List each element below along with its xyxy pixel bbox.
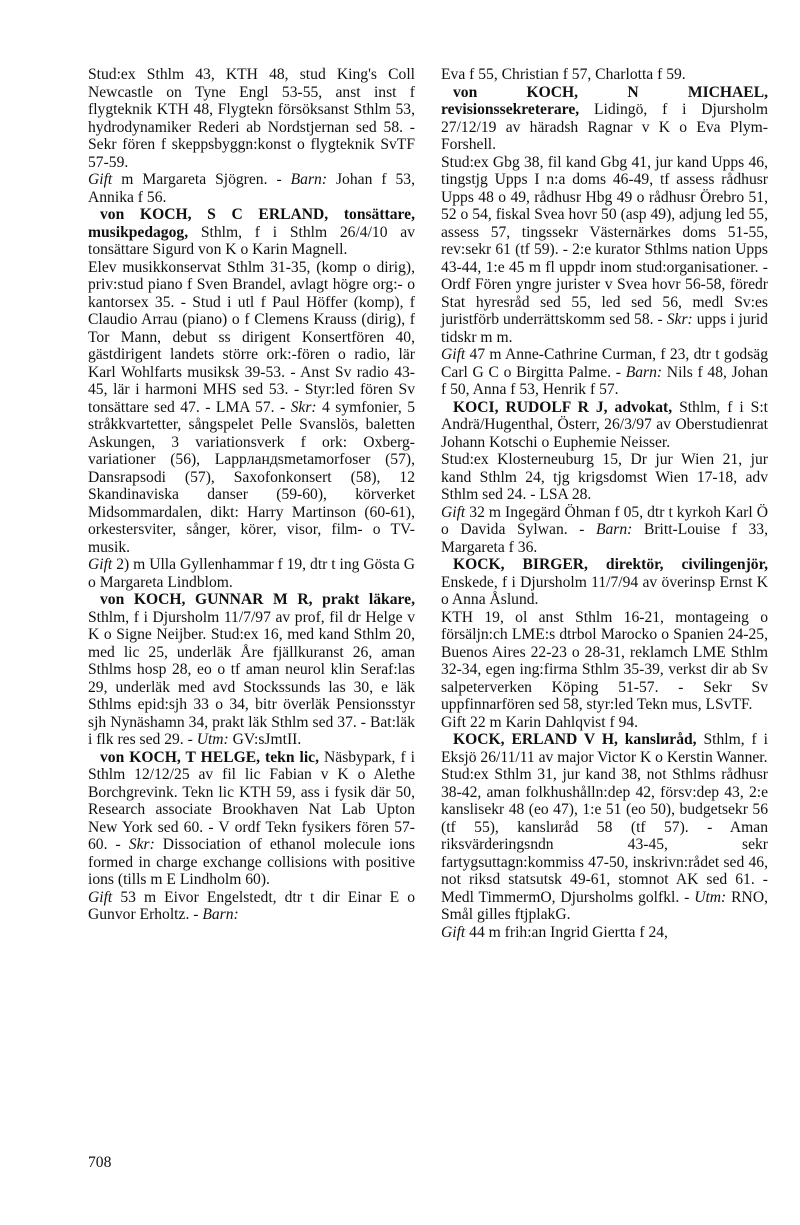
utm-label: Utm: (694, 888, 727, 906)
biography-entry (88, 591, 415, 749)
entry-headword: von KOCH, S C ERLAND, tonsättare, musikpedagog, (88, 206, 415, 241)
entry-marriage (441, 346, 768, 399)
biography-entry (441, 84, 768, 154)
entry-headword: KOCK, ERLAND V H, kanslиråd, (453, 731, 697, 748)
gift-label: Gift (88, 171, 113, 188)
biography-entry (441, 731, 768, 766)
entry-text: Sthlm, f i S:t Andrä/Hugenthal, Österr, 26/3/97 av Oberstudienrat Johann Kotschi o Euphemie Neisser. (441, 398, 769, 451)
utm-label: Utm: (196, 731, 229, 748)
children-text: Nils f 48, Johan f 50, Anna f 53, Henrik f 57. (441, 363, 768, 398)
children-text: Britt-Louise f 33, Margareta f 36. (441, 521, 768, 556)
skr-label: Skr: (290, 398, 317, 416)
writings-text: 4 symfonier, 5 stråkkvartetter, sångspelet Pelle Svanslös, baletten Askungen, 3 variationsverk f ork: Oxberg-variationer (56), Lappландsmetamorfoser (57), Dansrapsodi (57), Saxofonkonsert (58), 12 Skandinaviska danser (59-60), körverket Midsommardalen, dikt: Harry Martinson (60-61), orkestersviter, sånger, körer, visor, film- o TV-musik. (88, 398, 415, 556)
writings-text: Dissociation of ethanol molecule ions formed in charge exchange collisions with positive ions (tills m E Lindholm 60). (88, 836, 415, 888)
barn-label: Barn: (202, 906, 239, 923)
entry-headword: KOCK, BIRGER, direktör, civilingenjör, (453, 556, 768, 573)
barn-label: Barn: (290, 171, 328, 188)
biography-entry (88, 749, 415, 889)
gift-label: Gift (88, 556, 113, 573)
entry-headword: von KOCH, N MICHAEL, revisionssekreterare, (441, 83, 768, 118)
entry-continuation-text: Stud:ex Sthlm 43, KTH 48, stud King's Coll Newcastle on Tyne Engl 53-55, anst inst f flygteknik KTH 48, Flygtekn försöksanst Sthlm 53, hydrodynamiker Rederi ab Nordstjernan sed 58. - Sekr fören f skeppsbyggn:konst o flygteknik SvTF 57-59. (88, 66, 415, 171)
entry-text: Näsbypark, f i Sthlm 12/12/25 av fil lic Fabian v K o Alethe Borchgrevink. Tekn lic KTH 59, ass i fysik där 50, Research associate Brookhaven Nat Lab Upton New York sed 60. - V ordf Tekn fysikers fören 57-60. - (88, 748, 415, 853)
entry-marriage (88, 171, 415, 206)
skr-label: Skr: (128, 836, 155, 853)
entry-text: Enskede, f i Djursholm 11/7/94 av överinsp Ernst K o Anna Åslund. (441, 573, 768, 608)
career-text: Stud:ex Sthlm 31, jur kand 38, not Sthlms rådhusr 38-42, aman folkhushålln:dep 42, försv:dep 43, 2:e kanslisekr 48 (eo 47), 1:e 51 (eo 50), budgetsekr 56 (tf 55), kanslиråd 58 (tf 57). - Aman riksvärderingsndn 43-45, sekr fartygsuttagn:kommiss 47-50, inskrivn:rådet sed 46, not riksd statsutsk 49-61, stomnot AK sed 61. - Medl TimmermO, Djursholms golfkl. - (441, 766, 768, 906)
entry-text: Sthlm, f i Djursholm 11/7/97 av prof, fil dr Helge v K o Signe Neijber. Stud:ex 16, med kand Sthlm 20, med lic 25, underläk Åre fjällkuranst 26, aman Sthlms hosp 28, eo o tf aman neurol klin Seraf:las 29, underläk med avd Stockssunds las 30, e läk Sthlms epid:sjh 33 o 34, bitr överläk Pensionsstyr sjh Nynäshamn 34, prakt läk Sthlm sed 37. - Bat:läk i flk res sed 29. - (88, 608, 415, 748)
marriage-text: 44 m frih:an Ingrid Giertta f 24, (465, 923, 668, 941)
marriage-text: 2) m Ulla Gyllenhammar f 19, dtr t ing Gösta G o Margareta Lindblom. (88, 556, 415, 591)
entry-marriage (441, 924, 768, 942)
career-text: Stud:ex Gbg 38, fil kand Gbg 41, jur kand Upps 46, tingstjg Upps I n:a doms 46-49, tf assess rådhusr Upps 48 o 49, rådhusr Hbg 49 o rådhusr Örebro 51, 52 o 54, fiskal Svea hovr 50 (asp 49), adjung led 55, assess 57, tingssekr Västernärkes doms 51-55, rev:sekr 61 (tf 59). - 2:e kurator Sthlms nation Upps 43-44, 1:e 45 m fl uppdr inom stud:organisationer. - Ordf Fören yngre jurister v Svea hovr 56-58, föredr Stat hyresråd sed 55, led sed 56, medl Sv:es juristförb underrättskomm sed 58. - (441, 153, 768, 328)
entry-headword: von KOCH, T HELGE, tekn lic, (100, 748, 319, 766)
marriage-text: 47 m Anne-Cathrine Curman, f 23, dtr t godsäg Carl G C o Birgitta Palme. - (441, 346, 768, 381)
entry-continuation-text: Eva f 55, Christian f 57, Charlotta f 59. (441, 66, 686, 83)
entry-text: Sthlm, f i Eksjö 26/11/11 av major Victor K o Kerstin Wanner. (441, 731, 768, 766)
marriage-text: 53 m Eivor Engelstedt, dtr t dir Einar E o Gunvor Erholtz. - (88, 888, 415, 923)
entry-career (88, 259, 415, 557)
barn-label: Barn: (625, 363, 663, 381)
biography-entry (441, 556, 768, 609)
children-text: Johan f 53, Annika f 56. (88, 171, 415, 206)
writings-text: upps i jurid tidskr m m. (441, 311, 768, 346)
gift-label: Gift (441, 923, 466, 941)
right-column (441, 66, 768, 941)
entry-marriage: Gift 22 m Karin Dahlqvist f 94. (441, 713, 639, 731)
entry-career: KTH 19, ol anst Sthlm 16-21, montageing o försäljn:ch LME:s dtrbol Marocko o Spanien 24-25, Buenos Aires 22-23 o 28-31, reklamch LME Sthlm 32-34, egen ing:firma Sthlm 35-39, verkst dir ab Sv salpeterverken Köping 51-57. - Sekr Sv uppfinnarfören sed 58, styr:led Tekn mus, LSvTF. (441, 608, 768, 713)
entry-career (441, 154, 768, 347)
gift-label: Gift (441, 346, 466, 363)
honours-text: RNO, Smål gilles ftjplakG. (441, 888, 768, 923)
entry-text: Sthlm, f i Sthlm 26/4/10 av tonsättare Sigurd von K o Karin Magnell. (88, 223, 415, 258)
gift-label: Gift (441, 503, 466, 521)
skr-label: Skr: (666, 311, 693, 328)
entry-marriage (88, 556, 415, 591)
page-number: 708 (88, 1154, 112, 1171)
barn-label: Barn: (595, 521, 633, 538)
entry-headword: von KOCH, GUNNAR M R, prakt läkare, (100, 591, 415, 608)
marriage-text: 32 m Ingegärd Öhman f 05, dtr t kyrkoh Karl Ö o Davida Sylwan. - (441, 503, 768, 538)
biography-entry (88, 206, 415, 259)
marriage-text: m Margareta Sjögren. - (112, 171, 291, 188)
left-column (88, 66, 415, 924)
entry-career (441, 766, 768, 924)
gift-label: Gift (88, 888, 113, 906)
biography-entry (441, 399, 768, 452)
entry-marriage (88, 889, 415, 924)
entry-text: Lidingö, f i Djursholm 27/12/19 av häradsh Ragnar v K o Eva Plym-Forshell. (441, 101, 768, 153)
entry-career: Stud:ex Klosterneuburg 15, Dr jur Wien 21, jur kand Sthlm 24, tjg krigsdomst Wien 17-18, adv Sthlm sed 24. - LSA 28. (441, 451, 768, 503)
entry-headword: KOCI, RUDOLF R J, advokat, (453, 398, 673, 416)
career-text: Elev musikkonservat Sthlm 31-35, (komp o dirig), priv:stud piano f Sven Brandel, avlagt högre org:- o kantorsex 35. - Stud i utl f Paul Höffer (komp), f Claudio Arrau (piano) o f Clemens Krauss (dirig), f Tor Mann, debut ss dirigent Konsertfören 40, gästdirigent landets större ork:-fören o radio, lär Karl Wohlfarts musiksk 39-53. - Anst Sv radio 43-45, lär i harmoni MHS sed 53. - Styr:led fören Sv tonsättare sed 47. - LMA 57. - (88, 258, 415, 416)
honours-text: GV:sJmtII. (228, 731, 302, 748)
entry-marriage (441, 504, 768, 557)
